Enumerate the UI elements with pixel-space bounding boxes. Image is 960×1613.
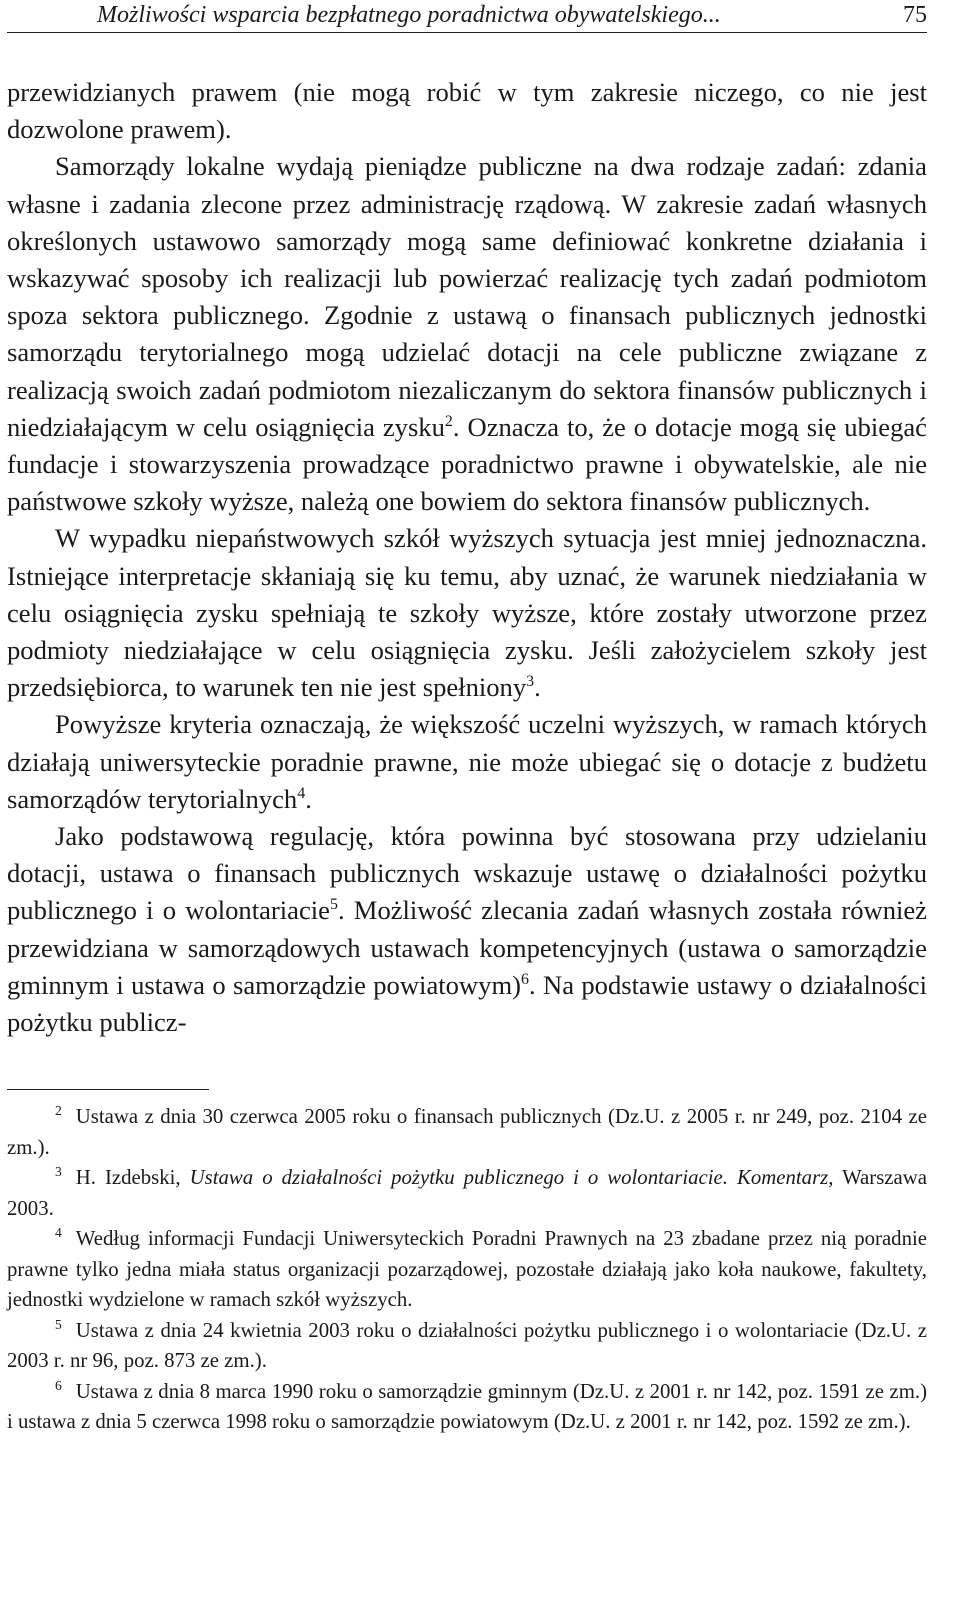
paragraph-1: przewidzianych prawem (nie mogą robić w tym zakresie niczego, co nie jest dozwolone prawem). bbox=[7, 77, 927, 145]
cited-title: Ustawa o działalności pożytku publicznego i o wolontariacie. Komentarz bbox=[189, 1166, 829, 1190]
footnote-3: $^3$ H. Izdebski, Ustawa o działalności pożytku publicznego i o wolontariacie. Komentarz, Warszawa 2003. bbox=[7, 1164, 928, 1220]
footnote-number: 6 bbox=[55, 1377, 62, 1393]
main-text bbox=[7, 74, 927, 1041]
running-header-title: Możliwości wsparcia bezpłatnego poradnictwa obywatelskiego... bbox=[97, 2, 721, 28]
footnote-number: 4 bbox=[55, 1225, 62, 1241]
footnote-number: 5 bbox=[55, 1316, 62, 1332]
paragraph-5: Jako podstawową regulację, która powinna być stosowana przy udzielaniu dotacji, ustawa o finansach publicznych wskazuje ustawę o działalności pożytku publicznego i o wolontariacie$^5$. Możliwość zlecania zadań własnych została również przewidziana w samorządowych ustawach kompetencyjnych (ustawa o samorządzie gminnym i ustawa o samorządzie powiatowym)$^6$. Na podstawie ustawy o działalności pożytku publicz- bbox=[7, 821, 927, 1038]
paragraph-4: Powyższe kryteria oznaczają, że większość uczelni wyższych, w ramach których działają uniwersyteckie poradnie prawne, nie może ubiegać się o dotacje z budżetu samorządów terytorialnych$^4$. bbox=[7, 709, 927, 814]
paragraph-2: Samorządy lokalne wydają pieniądze publiczne na dwa rodzaje zadań: zdania własne i zadania zlecone przez administrację rządową. W zakresie zadań własnych określonych ustawowo samorządy mogą same definiować konkretne działania i wskazywać sposoby ich realizacji lub powierzać realizację tych zadań podmiotom spoza sektora publicznego. Zgodnie z ustawą o finansach publicznych jednostki samorządu terytorialnego mogą udzielać dotacji na cele publiczne związane z realizacją swoich zadań podmiotom niezaliczanym do sektora finansów publicznych i niedziałającym w celu osiągnięcia zysku$^2$. Oznacza to, że o dotacje mogą się ubiegać fundacje i stowarzyszenia prowadzące poradnictwo prawne i obywatelskie, ale nie państwowe szkoły wyższe, należą one bowiem do sektora finansów publicznych. bbox=[7, 151, 927, 517]
footnote-5: $^5$ Ustawa z dnia 24 kwietnia 2003 roku o działalności pożytku publicznego i o wolontariacie (Dz.U. z 2003 r. nr 96, poz. 873 ze zm.). bbox=[7, 1316, 927, 1373]
footnote-ref-4[interactable]: 4 bbox=[297, 785, 306, 802]
footnote-separator bbox=[7, 1089, 209, 1090]
footnote-ref-5[interactable]: 5 bbox=[329, 896, 338, 914]
footnote-ref-3[interactable]: 3 bbox=[526, 673, 535, 691]
footnote-2: $^2$ Ustawa z dnia 30 czerwca 2005 roku o finansach publicznych (Dz.U. z 2005 r. nr 249, poz. 2104 ze zm.). bbox=[7, 1103, 927, 1159]
footnote-ref-6[interactable]: 6 bbox=[520, 971, 529, 989]
footnote-ref-2[interactable]: 2 bbox=[444, 412, 453, 430]
footnotes bbox=[7, 1102, 927, 1438]
footnote-number: 3 bbox=[55, 1164, 62, 1180]
book-page bbox=[7, 0, 927, 1438]
page-number: 75 bbox=[903, 2, 927, 28]
running-header bbox=[7, 0, 927, 33]
footnote-6: $^6$ Ustawa z dnia 8 marca 1990 roku o samorządzie gminnym (Dz.U. z 2001 r. nr 142, poz. 1591 ze zm.) i ustawa z dnia 5 czerwca 1998 roku o samorządzie powiatowym (Dz.U. z 2001 r. nr 142, poz. 1592 ze zm.). bbox=[7, 1377, 927, 1434]
footnote-4: $^4$ Według informacji Fundacji Uniwersyteckich Poradni Prawnych na 23 zbadane przez nią poradnie prawne tylko jedna miała status organizacji pozarządowej, pozostałe działają jako koła naukowe, fakultety, jednostki wydzielone w ramach szkół wyższych. bbox=[7, 1225, 927, 1312]
paragraph-3: W wypadku niepaństwowych szkół wyższych sytuacja jest mniej jednoznaczna. Istniejące interpretacje skłaniają się ku temu, aby uznać, że warunek niedziałania w celu osiągnięcia zysku spełniają te szkoły wyższe, które zostały utworzone przez podmioty niedziałające w celu osiągnięcia zysku. Jeśli założycielem szkoły jest przedsiębiorca, to warunek ten nie jest spełniony$^3$. bbox=[7, 523, 927, 703]
footnote-number: 2 bbox=[55, 1103, 62, 1119]
